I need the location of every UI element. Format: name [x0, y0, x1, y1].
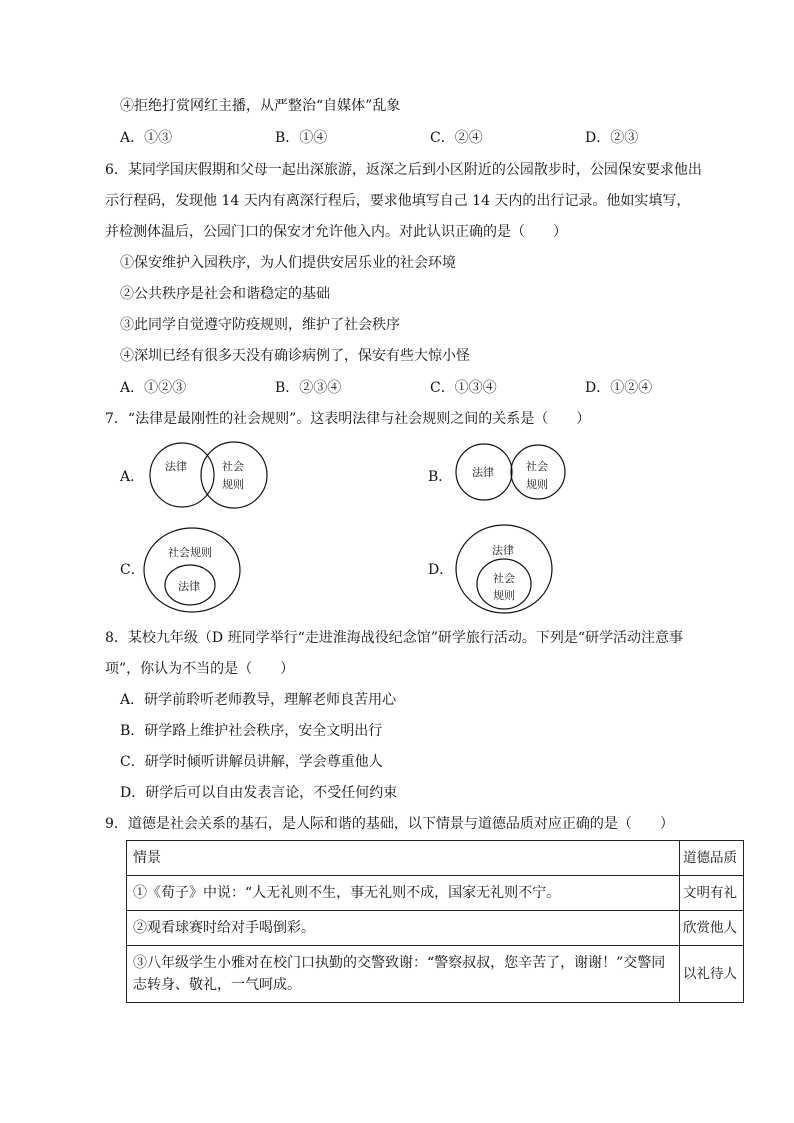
table-header-quality: 道德品质: [680, 841, 744, 876]
q8-option-c: C．研学时倾听讲解员讲解，学会尊重他人: [120, 754, 383, 770]
q8-stem-line-1: 8．某校九年级（D 班同学举行“走进淮海战役纪念馆”研学旅行活动。下列是“研学活动注意事: [105, 630, 684, 646]
q6-item-4: ④深圳已经有很多天没有确诊病例了，保安有些大惊小怪: [120, 348, 470, 364]
q6-option-b: B．②③④: [275, 380, 342, 396]
table-cell-scenario: ②观看球赛时给对手喝倒彩。: [127, 911, 680, 946]
q7-b-rule-bottom: 规则: [526, 478, 548, 491]
table-cell-quality: 文明有礼: [680, 876, 744, 911]
q5-option-b: B．①④: [275, 130, 328, 146]
q7-a-law-label: 法律: [165, 460, 187, 473]
q6-item-2: ②公共秩序是社会和谐稳定的基础: [120, 286, 330, 302]
q8-option-b: B．研学路上维护社会秩序，安全文明出行: [120, 723, 383, 739]
q7-venn-b-separate: [450, 440, 570, 504]
q8-option-a: A．研学前聆听老师教导，理解老师良苦用心: [120, 692, 397, 708]
q5-item-4: ④拒绝打赏网红主播，从严整治“自媒体”乱象: [120, 98, 401, 114]
q5-option-c: C．②④: [430, 130, 483, 146]
q7-label-b: B．: [428, 469, 453, 485]
table-header-scenario: 情景: [127, 841, 680, 876]
q8-option-d: D．研学后可以自由发表言论，不受任何约束: [120, 785, 398, 801]
q7-c-law-label: 法律: [178, 580, 200, 593]
table-cell-quality: 以礼待人: [680, 946, 744, 1003]
q7-c-rule-label: 社会规则: [168, 546, 212, 559]
table-row: [127, 911, 744, 946]
table-cell-scenario: ③八年级学生小雅对在校门口执勤的交警致谢：“警察叔叔，您辛苦了，谢谢！”交警同志转身、敬礼，一气呵成。: [127, 946, 680, 1003]
q7-d-rule-top: 社会: [493, 572, 515, 585]
q8-stem-line-2: 项”，你认为不当的是（ ）: [105, 661, 295, 677]
q7-stem: 7．“法律是最刚性的社会规则”。这表明法律与社会规则之间的关系是（ ）: [105, 411, 591, 427]
q7-venn-c-law-inside-rules: [140, 525, 244, 615]
q6-option-d: D．①②④: [585, 380, 653, 396]
q7-a-rule-top: 社会: [222, 460, 244, 473]
table-cell-scenario: ①《荀子》中说：“人无礼则不生，事无礼则不成，国家无礼则不宁。: [127, 876, 680, 911]
table-row: [127, 876, 744, 911]
q7-venn-d-rules-inside-law: [452, 522, 556, 616]
table-header-row: [127, 841, 744, 876]
q6-item-3: ③此同学自觉遵守防疫规则，维护了社会秩序: [120, 317, 400, 333]
q7-label-a: A．: [120, 469, 145, 485]
q7-d-rule-bottom: 规则: [493, 589, 515, 602]
q6-stem-line-1: 6．某同学国庆假期和父母一起出深旅游，返深之后到小区附近的公园散步时，公园保安要求他出: [105, 162, 702, 178]
q7-label-c: C．: [120, 562, 145, 578]
q6-stem-line-2: 示行程码，发现他 14 天内有离深行程后，要求他填写自己 14 天内的出行记录。他如实填写，: [105, 193, 691, 209]
q7-b-law-label: 法律: [472, 466, 494, 479]
q7-label-d: D．: [428, 562, 454, 578]
q6-item-1: ①保安维护入园秩序，为人们提供安居乐业的社会环境: [120, 255, 456, 271]
q7-b-rule-top: 社会: [526, 460, 548, 473]
q9-table: [126, 840, 744, 1003]
q6-stem-line-3: 并检测体温后，公园门口的保安才允许他入内。对此认识正确的是（ ）: [105, 224, 567, 240]
q6-option-a: A．①②③: [120, 380, 187, 396]
table-row: [127, 946, 744, 1003]
q7-d-law-label: 法律: [492, 544, 514, 557]
q7-venn-a-overlapping: [140, 440, 280, 510]
q6-option-c: C．①③④: [430, 380, 497, 396]
table-cell-quality: 欣赏他人: [680, 911, 744, 946]
q7-a-rule-bottom: 规则: [222, 478, 244, 491]
q5-option-a: A．①③: [120, 130, 173, 146]
q9-stem: 9．道德是社会关系的基石，是人际和谐的基础，以下情景与道德品质对应正确的是（ ）: [105, 816, 674, 832]
q5-option-d: D．②③: [585, 130, 639, 146]
